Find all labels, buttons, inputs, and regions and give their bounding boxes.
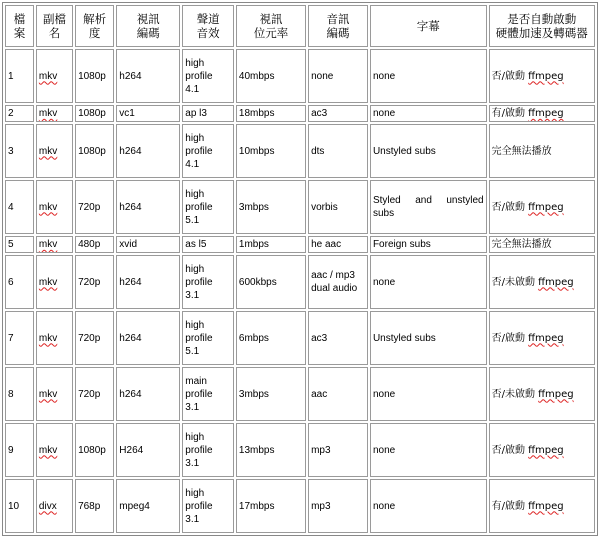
header-extension: 副檔名 bbox=[36, 5, 73, 47]
cell-audio-codec: dts bbox=[308, 124, 368, 178]
cell-subtitles: Unstyled subs bbox=[370, 124, 487, 178]
cell-audio-codec: vorbis bbox=[308, 180, 368, 234]
cell-resolution: 720p bbox=[75, 311, 114, 365]
header-audio-channel: 聲道 音效 bbox=[182, 5, 234, 47]
cell-file: 10 bbox=[5, 479, 34, 533]
table-row bbox=[5, 479, 595, 533]
cell-video-codec: H264 bbox=[116, 423, 180, 477]
cell-hw-accel: 完全無法播放 bbox=[489, 236, 595, 253]
cell-extension: mkv bbox=[36, 311, 73, 365]
cell-video-codec: vc1 bbox=[116, 105, 180, 122]
cell-subtitles: Unstyled subs bbox=[370, 311, 487, 365]
cell-hw-accel: 否/啟動 ffmpeg bbox=[489, 423, 595, 477]
cell-extension: mkv bbox=[36, 367, 73, 421]
cell-hw-accel: 有/啟動 ffmpeg bbox=[489, 105, 595, 122]
cell-audio-codec: ac3 bbox=[308, 105, 368, 122]
cell-extension: divx bbox=[36, 479, 73, 533]
cell-audio-channel: as l5 bbox=[182, 236, 234, 253]
header-file: 檔案 bbox=[5, 5, 34, 47]
cell-video-codec: xvid bbox=[116, 236, 180, 253]
cell-hw-accel: 有/啟動 ffmpeg bbox=[489, 479, 595, 533]
cell-audio-channel: high profile 5.1 bbox=[182, 311, 234, 365]
cell-subtitles: none bbox=[370, 367, 487, 421]
cell-video-codec: h264 bbox=[116, 180, 180, 234]
cell-resolution: 720p bbox=[75, 180, 114, 234]
header-video-codec: 視訊 編碼 bbox=[116, 5, 180, 47]
cell-hw-accel: 否/未啟動 ffmpeg bbox=[489, 367, 595, 421]
cell-audio-channel: ap l3 bbox=[182, 105, 234, 122]
cell-extension: mkv bbox=[36, 236, 73, 253]
cell-extension: mkv bbox=[36, 105, 73, 122]
cell-resolution: 1080p bbox=[75, 49, 114, 103]
cell-audio-channel: high profile 3.1 bbox=[182, 479, 234, 533]
cell-audio-channel: high profile 3.1 bbox=[182, 423, 234, 477]
cell-hw-accel: 否/啟動 ffmpeg bbox=[489, 180, 595, 234]
cell-file: 7 bbox=[5, 311, 34, 365]
cell-resolution: 1080p bbox=[75, 124, 114, 178]
cell-audio-channel: main profile 3.1 bbox=[182, 367, 234, 421]
table-row bbox=[5, 124, 595, 178]
cell-file: 4 bbox=[5, 180, 34, 234]
cell-resolution: 720p bbox=[75, 255, 114, 309]
cell-video-bitrate: 40mbps bbox=[236, 49, 306, 103]
table-row bbox=[5, 105, 595, 122]
table-row bbox=[5, 311, 595, 365]
cell-video-codec: mpeg4 bbox=[116, 479, 180, 533]
cell-video-bitrate: 3mbps bbox=[236, 367, 306, 421]
table-row bbox=[5, 367, 595, 421]
table-row bbox=[5, 236, 595, 253]
table-row bbox=[5, 180, 595, 234]
cell-video-codec: h264 bbox=[116, 124, 180, 178]
cell-hw-accel: 否/未啟動 ffmpeg bbox=[489, 255, 595, 309]
header-audio-codec: 音訊 編碼 bbox=[308, 5, 368, 47]
cell-audio-channel: high profile 3.1 bbox=[182, 255, 234, 309]
cell-resolution: 720p bbox=[75, 367, 114, 421]
cell-extension: mkv bbox=[36, 124, 73, 178]
cell-video-bitrate: 10mbps bbox=[236, 124, 306, 178]
cell-video-codec: h264 bbox=[116, 49, 180, 103]
header-row bbox=[5, 5, 595, 47]
cell-video-bitrate: 600kbps bbox=[236, 255, 306, 309]
cell-audio-codec: ac3 bbox=[308, 311, 368, 365]
cell-subtitles: none bbox=[370, 105, 487, 122]
cell-extension: mkv bbox=[36, 255, 73, 309]
cell-video-bitrate: 13mbps bbox=[236, 423, 306, 477]
cell-audio-channel: high profile 4.1 bbox=[182, 49, 234, 103]
cell-file: 3 bbox=[5, 124, 34, 178]
cell-file: 8 bbox=[5, 367, 34, 421]
cell-video-codec: h264 bbox=[116, 255, 180, 309]
cell-file: 1 bbox=[5, 49, 34, 103]
cell-audio-channel: high profile 5.1 bbox=[182, 180, 234, 234]
cell-subtitles: none bbox=[370, 49, 487, 103]
cell-file: 2 bbox=[5, 105, 34, 122]
cell-hw-accel: 完全無法播放 bbox=[489, 124, 595, 178]
cell-video-bitrate: 18mbps bbox=[236, 105, 306, 122]
cell-extension: mkv bbox=[36, 180, 73, 234]
header-subtitles: 字幕 bbox=[370, 5, 487, 47]
cell-video-bitrate: 3mbps bbox=[236, 180, 306, 234]
cell-audio-codec: mp3 bbox=[308, 423, 368, 477]
cell-audio-codec: none bbox=[308, 49, 368, 103]
cell-extension: mkv bbox=[36, 423, 73, 477]
cell-resolution: 1080p bbox=[75, 105, 114, 122]
cell-audio-codec: aac bbox=[308, 367, 368, 421]
header-resolution: 解析度 bbox=[75, 5, 114, 47]
cell-file: 5 bbox=[5, 236, 34, 253]
cell-video-bitrate: 1mbps bbox=[236, 236, 306, 253]
cell-extension: mkv bbox=[36, 49, 73, 103]
cell-resolution: 480p bbox=[75, 236, 114, 253]
cell-file: 6 bbox=[5, 255, 34, 309]
cell-subtitles: Styled and unstyled subs bbox=[370, 180, 487, 234]
codec-compatibility-table bbox=[2, 2, 598, 536]
cell-subtitles: none bbox=[370, 423, 487, 477]
cell-hw-accel: 否/啟動 ffmpeg bbox=[489, 311, 595, 365]
cell-audio-channel: high profile 4.1 bbox=[182, 124, 234, 178]
cell-audio-codec: he aac bbox=[308, 236, 368, 253]
header-hw-accel: 是否自動啟動 硬體加速及轉碼器 bbox=[489, 5, 595, 47]
cell-video-codec: h264 bbox=[116, 311, 180, 365]
table-row bbox=[5, 255, 595, 309]
table-row bbox=[5, 423, 595, 477]
cell-subtitles: none bbox=[370, 479, 487, 533]
cell-video-bitrate: 17mbps bbox=[236, 479, 306, 533]
cell-video-codec: h264 bbox=[116, 367, 180, 421]
cell-resolution: 768p bbox=[75, 479, 114, 533]
cell-audio-codec: mp3 bbox=[308, 479, 368, 533]
cell-video-bitrate: 6mbps bbox=[236, 311, 306, 365]
cell-resolution: 1080p bbox=[75, 423, 114, 477]
table-row bbox=[5, 49, 595, 103]
cell-audio-codec: aac / mp3 dual audio bbox=[308, 255, 368, 309]
cell-hw-accel: 否/啟動 ffmpeg bbox=[489, 49, 595, 103]
cell-subtitles: Foreign subs bbox=[370, 236, 487, 253]
cell-file: 9 bbox=[5, 423, 34, 477]
cell-subtitles: none bbox=[370, 255, 487, 309]
table-body bbox=[5, 49, 595, 533]
header-video-bitrate: 視訊 位元率 bbox=[236, 5, 306, 47]
